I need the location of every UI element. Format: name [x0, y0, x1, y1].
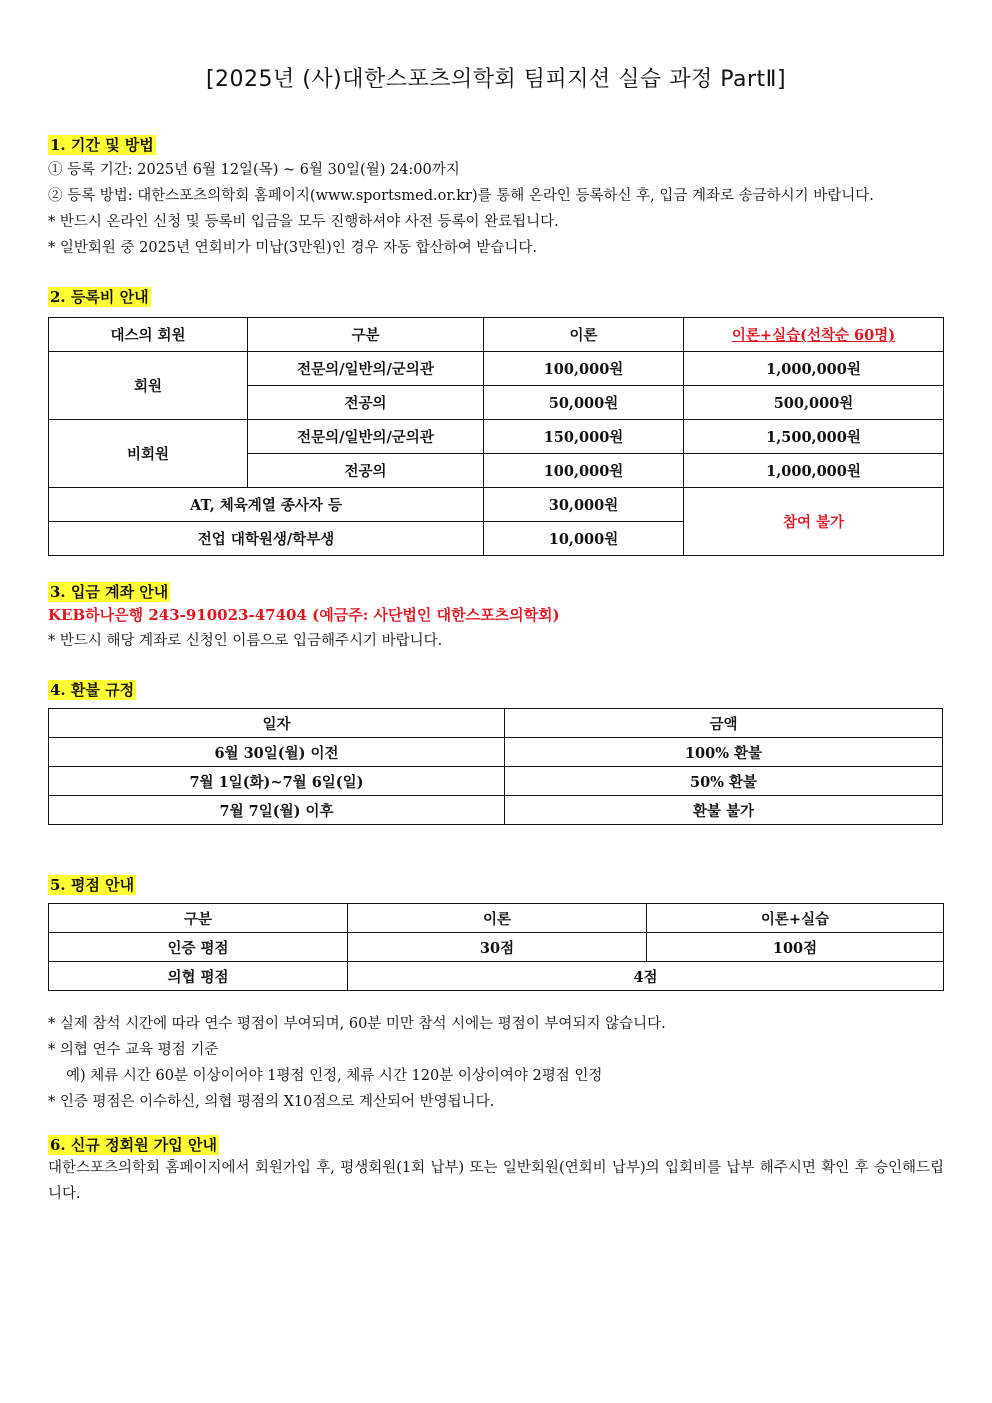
section-heading: 4. 환불 규정	[50, 681, 135, 699]
header-cell: 금액	[505, 709, 943, 738]
table-row	[49, 420, 944, 454]
fee-cell: 150,000원	[484, 420, 684, 454]
credits-table	[48, 903, 944, 991]
section-credits	[48, 875, 944, 1115]
fee-cell: 50,000원	[484, 386, 684, 420]
cert-label: 인증 평점	[49, 933, 348, 962]
category-cell: 전문의/일반의/군의관	[248, 420, 484, 454]
category-cell: 전공의	[248, 386, 484, 420]
header-cell: 구분	[49, 904, 348, 933]
section-period-method	[48, 135, 944, 261]
fee-cell: 10,000원	[484, 522, 684, 556]
header-cell: 이론	[348, 904, 647, 933]
not-allowed-cell: 참여 불가	[684, 488, 944, 556]
section-heading: 5. 평점 안내	[50, 876, 135, 894]
table-row	[49, 738, 943, 767]
credit-note: * 의협 연수 교육 평점 기준	[48, 1042, 219, 1058]
amount-cell: 환불 불가	[505, 796, 943, 825]
note-annual-fee: * 일반회원 중 2025년 연회비가 미납(3만원)인 경우 자동 합산하여 받습니다.	[48, 240, 537, 256]
header-cell-practice: 이론+실습(선착순 60명)	[684, 318, 944, 352]
credit-note: * 실제 참석 시간에 따라 연수 평점이 부여되며, 60분 미만 참석 시에는 평점이 부여되지 않습니다.	[48, 1016, 666, 1032]
fee-cell: 100,000원	[484, 454, 684, 488]
section-heading: 3. 입금 계좌 안내	[50, 583, 169, 601]
membership-text: 대한스포츠의학회 홈페이지에서 회원가입 후, 평생회원(1회 납부) 또는 일반회원(연회비 납부)의 입회비를 납부 해주시면 확인 후 승인해드립니다.	[48, 1160, 944, 1202]
document-title: [2025년 (사)대한스포츠의학회 팀피지션 실습 과정 PartⅡ]	[205, 67, 787, 92]
date-cell: 6월 30일(월) 이전	[49, 738, 505, 767]
credit-cell: 100점	[647, 933, 944, 962]
fee-table	[48, 317, 944, 556]
section-fees	[48, 287, 944, 556]
header-cell: 일자	[49, 709, 505, 738]
header-cell: 구분	[248, 318, 484, 352]
section-account	[48, 582, 944, 654]
credit-cell: 30점	[348, 933, 647, 962]
table-header-row	[49, 318, 944, 352]
account-note: * 반드시 해당 계좌로 신청인 이름으로 입금해주시기 바랍니다.	[48, 633, 443, 649]
fee-cell: 1,000,000원	[684, 454, 944, 488]
credit-example: 예) 체류 시간 60분 이상이어야 1평점 인정, 체류 시간 120분 이상이여야 2평점 인정	[66, 1068, 603, 1084]
table-header-row	[49, 904, 944, 933]
nonmember-label: 비회원	[49, 420, 248, 488]
refund-table	[48, 708, 943, 825]
table-row	[49, 796, 943, 825]
fee-cell: 500,000원	[684, 386, 944, 420]
header-cell: 이론	[484, 318, 684, 352]
table-row	[49, 933, 944, 962]
section-heading: 2. 등록비 안내	[50, 288, 149, 306]
kma-label: 의협 평점	[49, 962, 348, 991]
table-header-row	[49, 709, 943, 738]
amount-cell: 100% 환불	[505, 738, 943, 767]
bank-account: KEB하나은행 243-910023-47404 (예금주: 사단법인 대한스포츠의학회)	[48, 606, 560, 624]
credit-cell: 4점	[348, 962, 944, 991]
category-cell: 전업 대학원생/학부생	[49, 522, 484, 556]
registration-period: ① 등록 기간: 2025년 6월 12일(목) ~ 6월 30일(월) 24:00까지	[48, 162, 460, 178]
header-cell: 이론+실습	[647, 904, 944, 933]
category-cell: 전문의/일반의/군의관	[248, 352, 484, 386]
fee-cell: 1,000,000원	[684, 352, 944, 386]
table-row	[49, 488, 944, 522]
amount-cell: 50% 환불	[505, 767, 943, 796]
date-cell: 7월 1일(화)~7월 6일(일)	[49, 767, 505, 796]
header-cell: 대스의 회원	[49, 318, 248, 352]
table-row	[49, 962, 944, 991]
section-membership	[48, 1135, 944, 1207]
fee-cell: 1,500,000원	[684, 420, 944, 454]
date-cell: 7월 7일(월) 이후	[49, 796, 505, 825]
table-row	[49, 767, 943, 796]
table-row	[49, 352, 944, 386]
fee-cell: 30,000원	[484, 488, 684, 522]
credit-note: * 인증 평점은 이수하신, 의협 평점의 X10점으로 계산되어 반영됩니다.	[48, 1094, 495, 1110]
member-label: 회원	[49, 352, 248, 420]
document-page	[48, 0, 944, 1207]
section-heading: 6. 신규 정회원 가입 안내	[50, 1136, 217, 1154]
category-cell: AT, 체육계열 종사자 등	[49, 488, 484, 522]
fee-cell: 100,000원	[484, 352, 684, 386]
section-refund	[48, 680, 944, 825]
note-online-payment: * 반드시 온라인 신청 및 등록비 입금을 모두 진행하셔야 사전 등록이 완료됩니다.	[48, 214, 559, 230]
section-heading: 1. 기간 및 방법	[50, 136, 154, 154]
registration-method: ② 등록 방법: 대한스포츠의학회 홈페이지(www.sportsmed.or.kr)를 통해 온라인 등록하신 후, 입금 계좌로 송금하시기 바랍니다.	[48, 188, 874, 204]
category-cell: 전공의	[248, 454, 484, 488]
